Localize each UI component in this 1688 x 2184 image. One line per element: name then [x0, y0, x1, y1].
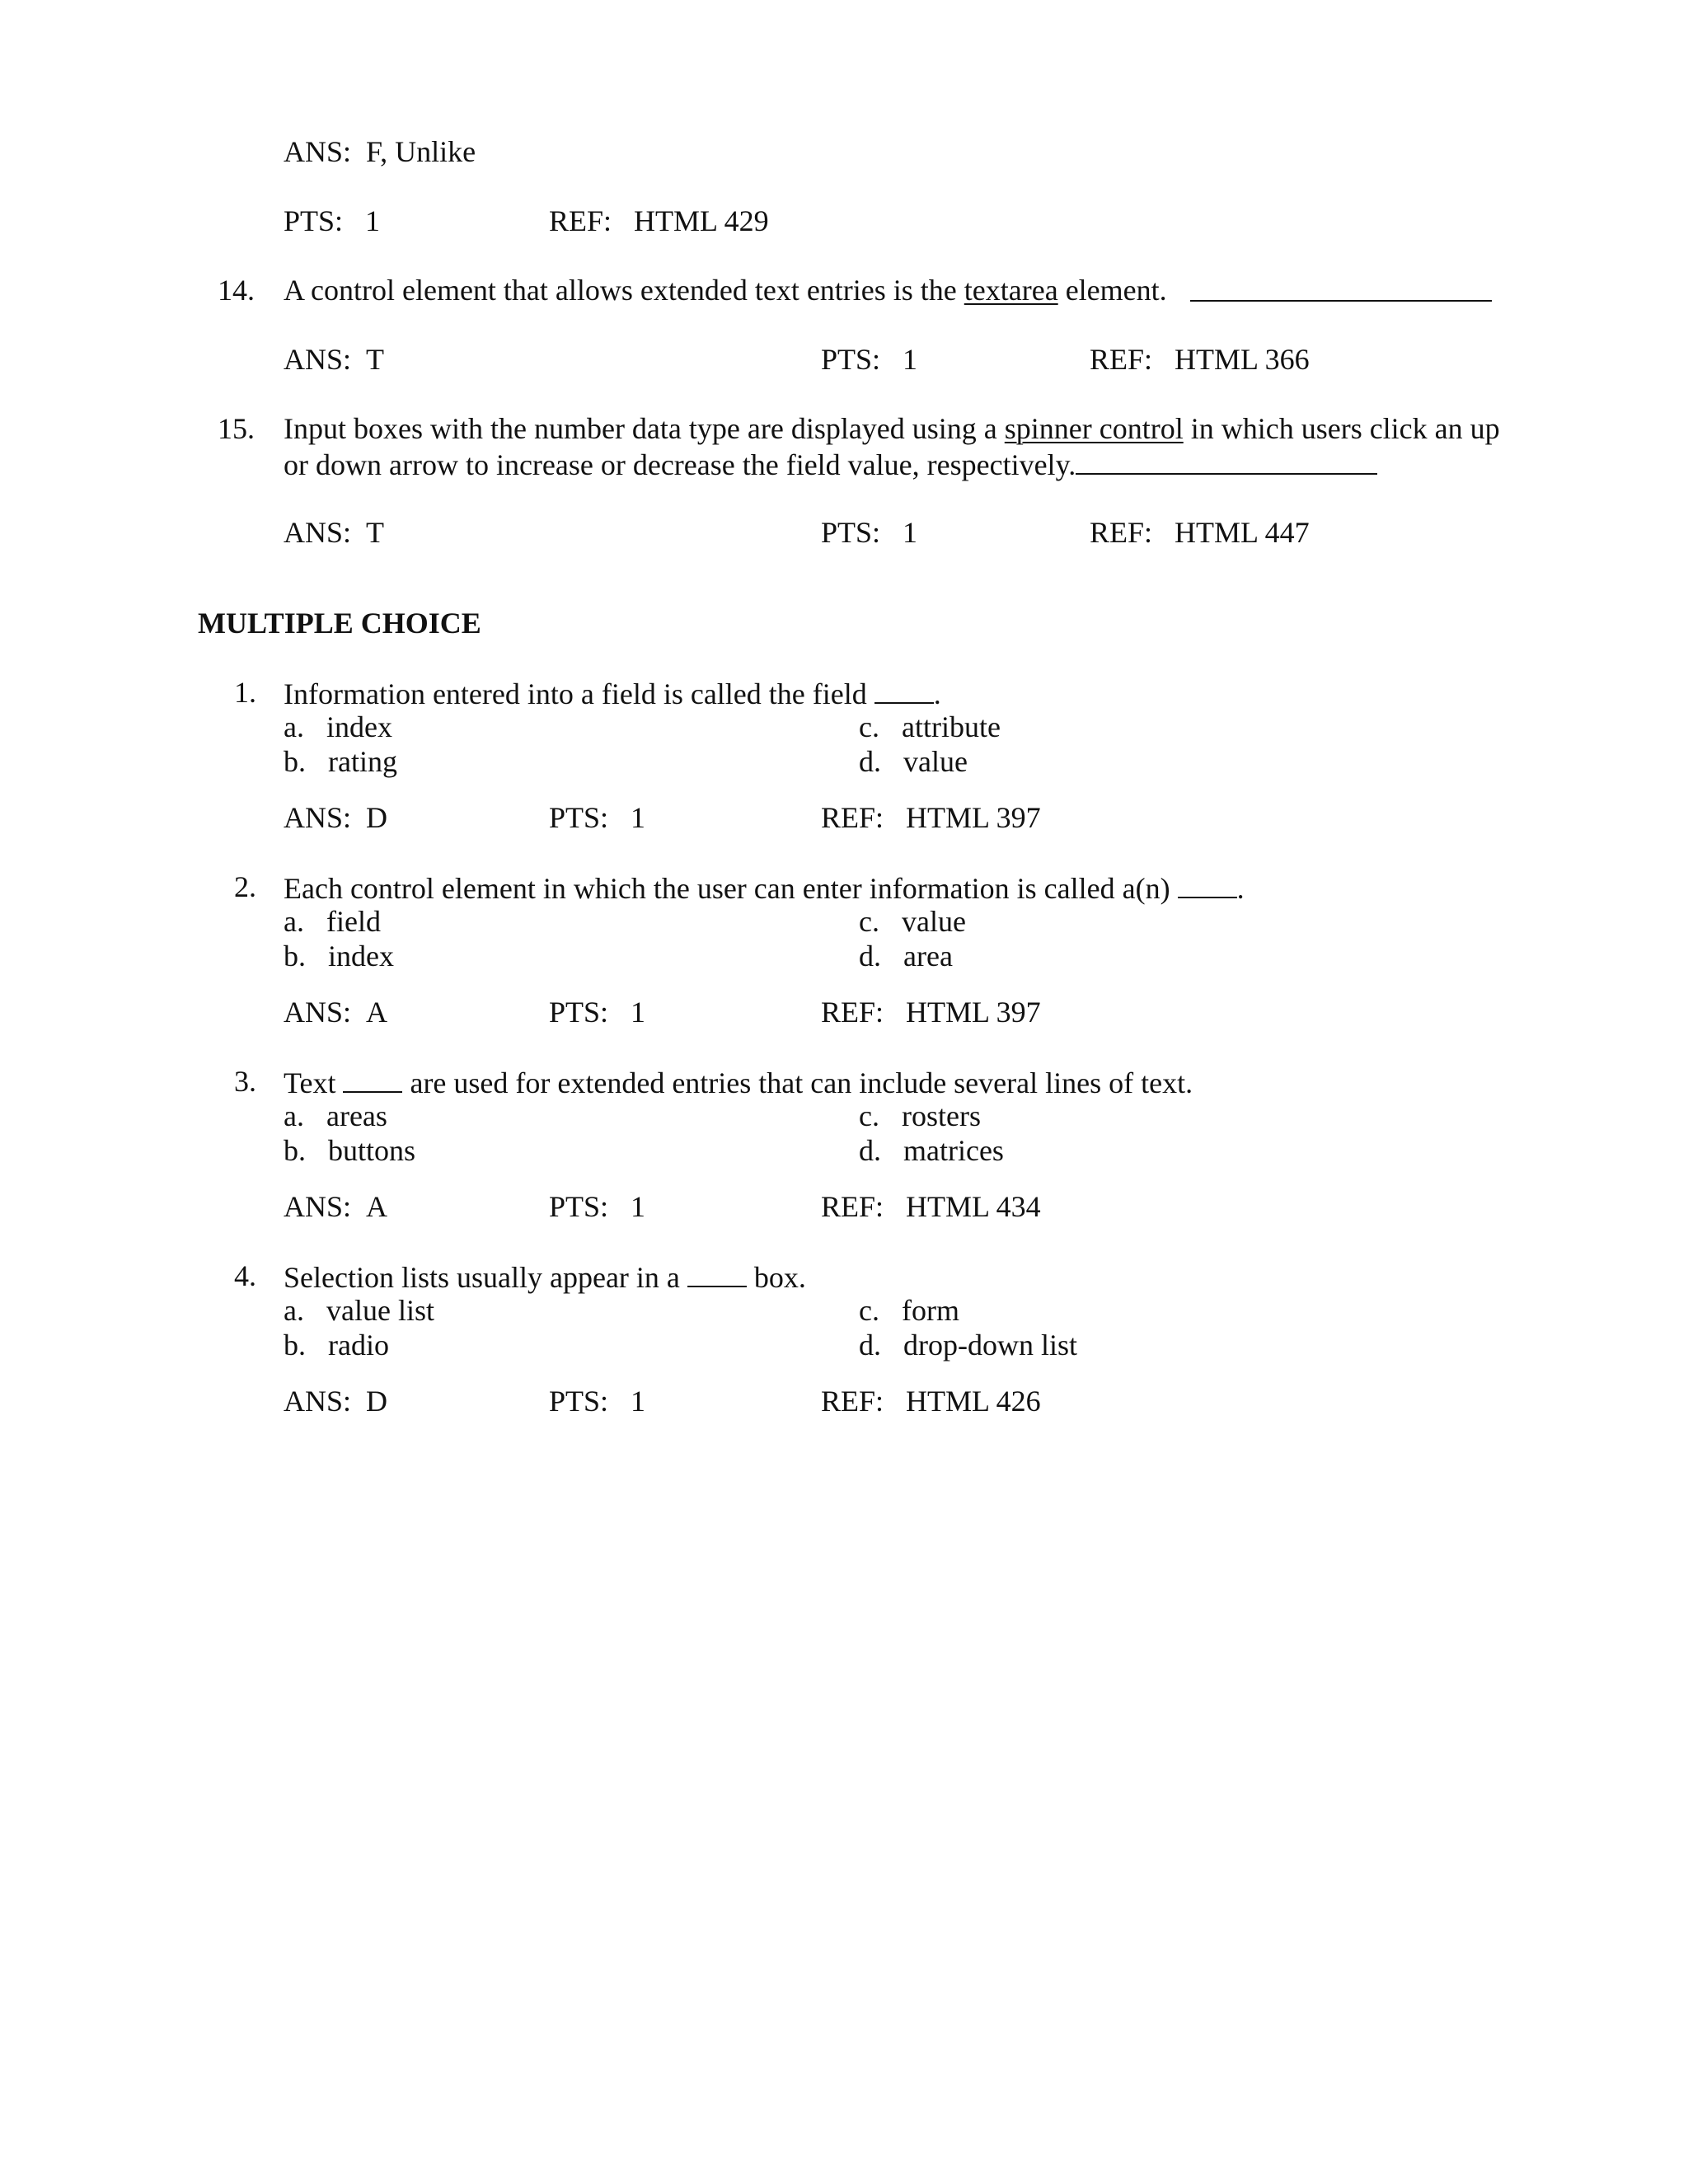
mc4-points: PTS: 1 [549, 1385, 646, 1418]
mc3-answer: ANS: A [284, 1190, 388, 1223]
q14-answer: ANS: T [284, 343, 385, 376]
mc4-number: 4. [234, 1259, 256, 1292]
q15-underlined-term: spinner control [1004, 412, 1184, 445]
q15-number: 15. [218, 412, 255, 445]
mc3-reference: REF: HTML 434 [821, 1190, 1041, 1223]
mc1-blank [874, 677, 934, 704]
q15-question-text: Input boxes with the number data type are displayed using a spinner control in which users click an up [284, 412, 1500, 445]
mc4-blank [687, 1261, 747, 1287]
mc4-option-b: b. radio [284, 1329, 389, 1361]
q14-underlined-term: textarea [964, 274, 1058, 307]
q15-question-text-line2: or down arrow to increase or decrease the field value, respectively. [284, 448, 1377, 480]
mc2-option-a: a. field [284, 905, 381, 938]
q14-reference: REF: HTML 366 [1090, 343, 1310, 376]
mc2-reference: REF: HTML 397 [821, 996, 1041, 1029]
q14-answer-blank [1190, 275, 1492, 307]
mc1-option-a: a. index [284, 710, 392, 743]
mc1-reference: REF: HTML 397 [821, 801, 1041, 834]
mc3-option-d: d. matrices [859, 1134, 1004, 1167]
mc1-option-b: b. rating [284, 745, 397, 778]
mc4-option-a: a. value list [284, 1294, 434, 1327]
mc4-option-c: c. form [859, 1294, 959, 1327]
mc2-points: PTS: 1 [549, 996, 646, 1029]
mc3-question-text: Text are used for extended entries that can include several lines of text. [284, 1066, 1193, 1099]
mc1-number: 1. [234, 676, 256, 709]
q14-number: 14. [218, 274, 255, 307]
q15-reference: REF: HTML 447 [1090, 516, 1310, 549]
mc4-reference: REF: HTML 426 [821, 1385, 1041, 1418]
mc2-option-b: b. index [284, 940, 394, 972]
mc3-option-c: c. rosters [859, 1099, 981, 1132]
mc2-number: 2. [234, 870, 256, 903]
q13-reference: REF: HTML 429 [549, 204, 769, 237]
mc2-option-c: c. value [859, 905, 966, 938]
mc3-points: PTS: 1 [549, 1190, 646, 1223]
mc3-number: 3. [234, 1065, 256, 1098]
mc1-option-c: c. attribute [859, 710, 1001, 743]
mc1-question-text: Information entered into a field is called the field . [284, 677, 941, 710]
q13-points: PTS: 1 [284, 204, 381, 237]
mc3-option-b: b. buttons [284, 1134, 416, 1167]
q15-answer-blank [1076, 448, 1377, 475]
mc2-blank [1178, 872, 1237, 898]
mc4-answer: ANS: D [284, 1385, 388, 1418]
mc4-option-d: d. drop-down list [859, 1329, 1077, 1361]
q15-points: PTS: 1 [821, 516, 918, 549]
mc1-answer: ANS: D [284, 801, 388, 834]
mc2-answer: ANS: A [284, 996, 388, 1029]
q14-question-text: A control element that allows extended text entries is the textarea element. [284, 274, 1167, 307]
q15-answer: ANS: T [284, 516, 385, 549]
section-heading: MULTIPLE CHOICE [198, 607, 481, 640]
q14-points: PTS: 1 [821, 343, 918, 376]
mc4-question-text: Selection lists usually appear in a box. [284, 1261, 806, 1294]
mc2-question-text: Each control element in which the user can enter information is called a(n) . [284, 872, 1245, 905]
mc3-blank [343, 1066, 402, 1093]
mc2-option-d: d. area [859, 940, 953, 972]
mc1-points: PTS: 1 [549, 801, 646, 834]
mc1-option-d: d. value [859, 745, 968, 778]
mc3-option-a: a. areas [284, 1099, 387, 1132]
q13-answer: ANS: F, Unlike [284, 135, 476, 168]
